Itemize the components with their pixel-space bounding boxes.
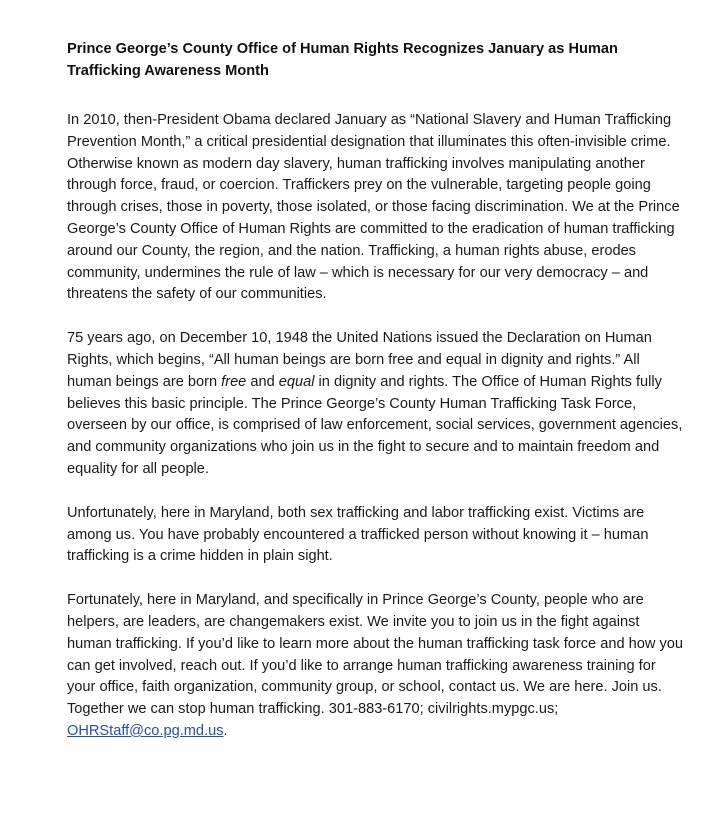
paragraph-call-to-action-end: . xyxy=(223,722,228,739)
paragraph-declaration-text-3: in dignity and rights. The Office of Human Rights fully believes this basic principle. The Prince George’s County Human Trafficking Task Force, overseen by our office, is comprised of law enforcement, social services, government agencies, and community organizations who join us in the fight to secure and to maintain freedom and equality for all people. xyxy=(67,373,683,477)
paragraph-history: In 2010, then-President Obama declared January as “National Slavery and Human Trafficking Prevention Month,” a critical presidential designation that illuminates this often-invisible crime. Otherwise known as modern day slavery, human trafficking involves manipulating another through force, fraud, or coercion. Traffickers prey on the vulnerable, targeting people going through crises, those in poverty, those isolated, or those facing discrimination. We at the Prince George’s County Office of Human Rights are committed to the eradication of human trafficking around our County, the region, and the nation. Trafficking, a human rights abuse, erodes community, undermines the rule of law – which is necessary for our very democracy – and threatens the safety of our communities. xyxy=(67,112,680,303)
paragraph-call-to-action xyxy=(67,590,687,743)
paragraph-declaration-text-2: and xyxy=(246,373,279,390)
paragraph-call-to-action-text: Fortunately, here in Maryland, and specifically in Prince George’s County, people who are helpers, are leaders, are changemakers exist. We invite you to join us in the fight against human trafficking. If you’d like to learn more about the human trafficking task force and how you can get involved, reach out. If you’d like to arrange human trafficking awareness training for your office, faith organization, community group, or school, contact us. We are here. Join us. Together we can stop human trafficking. 301-883-6170; civilrights.mypgc.us; xyxy=(67,592,683,718)
paragraph-maryland: Unfortunately, here in Maryland, both sex trafficking and labor trafficking exist. Victims are among us. You have probably encountered a trafficked person without knowing it – human trafficking is a crime hidden in plain sight. xyxy=(67,504,649,565)
paragraph-declaration xyxy=(67,328,687,481)
document-title: Prince George’s County Office of Human Rights Recognizes January as Human Trafficking Awareness Month xyxy=(67,41,618,79)
email-link[interactable]: OHRStaff@co.pg.md.us xyxy=(67,722,224,739)
paragraph-declaration-text-1: 75 years ago, on December 10, 1948 the United Nations issued the Declaration on Human Rights, which begins, “All human beings are born free and equal in dignity and rights.” All human beings are born xyxy=(67,330,652,390)
emphasis-equal: equal xyxy=(278,373,315,390)
emphasis-free: free xyxy=(221,373,247,390)
